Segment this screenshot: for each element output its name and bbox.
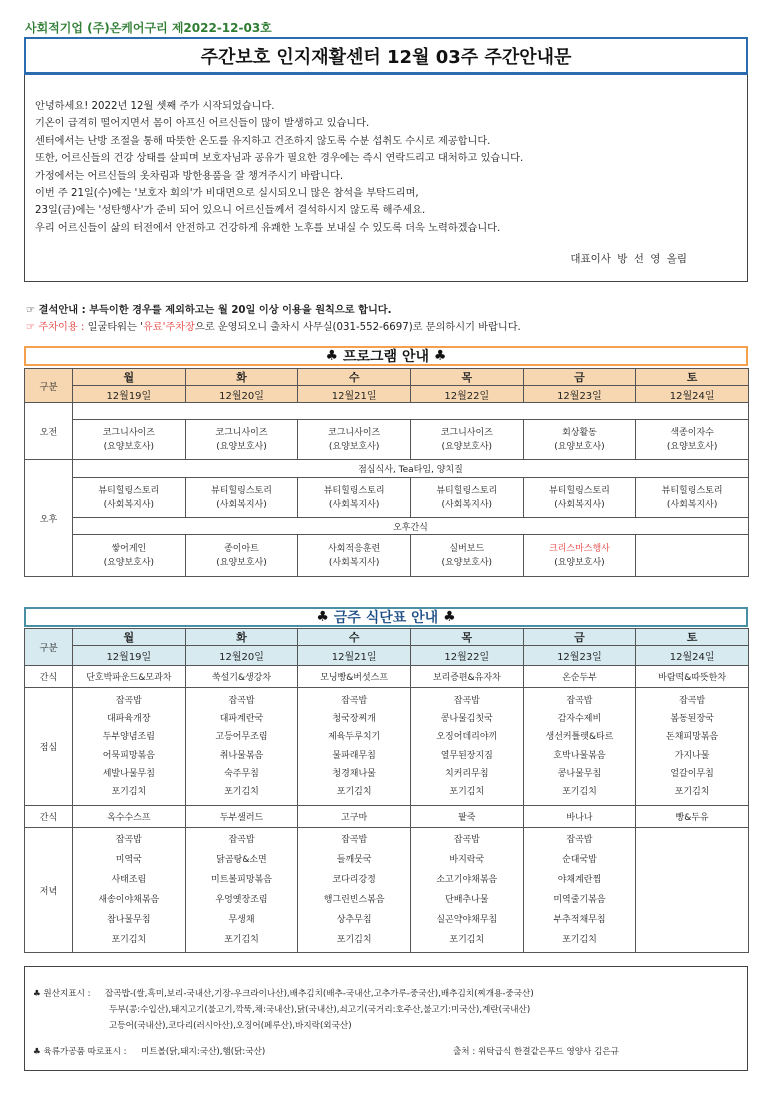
program-day-header: 금 [523, 369, 636, 386]
menu-item: 미역줄기볶음 [553, 895, 606, 905]
activity-name: 종이아트 [224, 543, 259, 554]
activity-name-highlight: 크리스마스행사 [549, 543, 610, 554]
meal-day-header: 화 [185, 629, 298, 646]
dinner-cell [185, 828, 298, 953]
activity-name: 뷰티힐링스토리 [98, 485, 160, 496]
origin-line: 고등어(국내산),코다리(러시아산),오징어(페루산),바지락(외국산) [109, 1021, 352, 1031]
activity-name: 쌓어게인 [111, 543, 147, 554]
program-date-header: 12월19일 [73, 386, 186, 403]
pm-program-cell [73, 478, 186, 518]
empty-cell [636, 828, 749, 953]
menu-item: 제육두루치기 [328, 732, 381, 743]
meal-label-header: 구분 [25, 629, 73, 666]
activity-staff: (요양보호사) [441, 557, 493, 568]
am-label: 오전 [25, 403, 73, 460]
activity-name: 코그니사이즈 [440, 427, 493, 438]
greeting-letter [24, 75, 748, 282]
menu-item: 코다리강정 [332, 875, 376, 885]
letter-line: 가정에서는 어르신들의 옷차림과 방한용품을 잘 챙겨주시기 바랍니다. [35, 170, 344, 182]
menu-item: 잡곡밥 [115, 835, 142, 845]
menu-item: 어묵피망볶음 [102, 750, 155, 761]
activity-staff: (요양보호사) [666, 441, 718, 452]
menu-item: 상추무침 [336, 915, 372, 925]
pm-program-cell [523, 535, 636, 577]
menu-item: 소고기야채볶음 [436, 875, 498, 885]
menu-item: 포기김치 [336, 786, 372, 797]
menu-item: 닭곰탕&소면 [216, 855, 267, 865]
club-icon: ♣ [433, 348, 447, 364]
meal-table [24, 628, 749, 953]
activity-staff: (사회복지사) [666, 499, 718, 510]
menu-item: 바지락국 [449, 855, 485, 865]
activity-staff: (사회복지사) [554, 499, 605, 510]
menu-item: 숙주무침 [224, 768, 259, 779]
letter-line: 센터에서는 난방 조절을 통해 따뜻한 온도를 유지하고 건조하지 않도록 수분 섭취도 수시로 제공합니다. [35, 135, 491, 147]
activity-name: 코그니사이즈 [328, 427, 381, 438]
pm-program-cell [73, 535, 186, 577]
program-day-header: 토 [636, 369, 749, 386]
menu-item: 포기김치 [449, 935, 485, 945]
letter-line: 우리 어르신들이 삶의 터전에서 안전하고 건강하게 유쾌한 노후를 보내실 수 있도록 더욱 노력하겠습니다. [35, 222, 501, 234]
lunch-cell [185, 688, 298, 806]
activity-staff: (사회복지사) [103, 499, 155, 510]
pm-snack-cell: 빵&두유 [636, 806, 749, 828]
letter-line: 23일(금)에는 '성탄행사'가 준비 되어 있으니 어르신들께서 결석하시지 않도록 해주세요. [35, 205, 426, 217]
activity-name: 색종이자수 [670, 427, 714, 438]
activity-name: 실버보드 [449, 543, 485, 554]
pm-snack-cell: 고구마 [298, 806, 411, 828]
lunch-cell [523, 688, 636, 806]
am-snack-cell: 쑥설기&생강차 [185, 666, 298, 688]
activity-name: 사회적응훈련 [328, 543, 381, 554]
am-program-cell [636, 420, 749, 460]
dinner-cell [298, 828, 411, 953]
activity-name: 뷰티힐링스토리 [661, 485, 723, 496]
menu-item: 취나물볶음 [219, 750, 264, 761]
pm-snack-cell: 팥죽 [410, 806, 523, 828]
menu-item: 미역국 [115, 855, 142, 865]
am-program-cell [73, 420, 186, 460]
parking-text-b: 으로 운영되오니 출차시 사무실(031-552-6697)로 문의하시기 바랍니다. [194, 322, 521, 333]
program-title: 프로그램 안내 [342, 349, 430, 365]
program-day-header: 화 [185, 369, 298, 386]
menu-item: 잡곡밥 [566, 695, 593, 706]
program-day-header: 목 [410, 369, 523, 386]
pm-snack-cell: 두부샐러드 [185, 806, 298, 828]
menu-item: 사태조림 [111, 875, 147, 885]
empty-cell [636, 535, 749, 577]
meal-day-header: 토 [636, 629, 749, 646]
meal-date-header: 12월23일 [523, 646, 636, 666]
activity-name: 회상활동 [562, 427, 597, 438]
meal-date-header: 12월20일 [185, 646, 298, 666]
origin-line: 잡곡밥-(쌀,흑미,보리-국내산,기장-우크라이나산),배추김치(배추-국내산,고추가루-중국산),배추김치(찌개용-중국산) [105, 989, 534, 999]
menu-item: 포기김치 [336, 935, 372, 945]
lunch-cell [298, 688, 411, 806]
menu-item: 콩나물무침 [557, 768, 602, 779]
document-number: 사회적기업 (주)온케어구리 제2022-12-03호 [25, 21, 272, 35]
activity-name: 뷰티힐링스토리 [323, 485, 385, 496]
menu-item: 포기김치 [449, 786, 485, 797]
pm-program-cell [636, 478, 749, 518]
footer-box [24, 966, 748, 1071]
pm-label: 오후 [25, 460, 73, 577]
parking-label: ☞ 주차이용 : [26, 322, 85, 333]
menu-item: 우엉옛장조림 [215, 895, 268, 905]
menu-item: 포기김치 [562, 786, 597, 797]
activity-staff: (요양보호사) [216, 557, 267, 568]
menu-item: 참나물무침 [107, 915, 151, 925]
menu-item: 청국장찌개 [332, 714, 376, 725]
letter-line: 또한, 어르신들의 건강 상태를 살피며 보호자님과 공유가 필요한 경우에는 즉시 연락드리고 대처하고 있습니다. [35, 153, 524, 165]
menu-item: 잡곡밥 [341, 835, 368, 845]
menu-item: 잡곡밥 [341, 695, 368, 706]
menu-item: 포기김치 [111, 935, 147, 945]
club-icon: ♣ [325, 348, 339, 364]
program-label-header: 구분 [25, 369, 73, 403]
am-snack-cell: 온순두부 [523, 666, 636, 688]
letter-line: 안녕하세요! 2022년 12월 셋째 주가 시작되었습니다. [35, 101, 275, 112]
menu-item: 순대국밥 [562, 855, 597, 865]
menu-item: 포기김치 [224, 935, 259, 945]
menu-item: 미트볼피망볶음 [211, 875, 272, 885]
meal-date-header: 12월21일 [298, 646, 411, 666]
pm-program-cell [185, 535, 298, 577]
menu-item: 무생채 [228, 915, 255, 925]
menu-item: 잡곡밥 [228, 695, 255, 706]
menu-item: 포기김치 [674, 786, 710, 797]
signature: 대표이사 방 선 영 올림 [570, 253, 687, 265]
am-program-cell [523, 420, 636, 460]
am-snack-cell: 단호박파운드&모과차 [73, 666, 186, 688]
menu-item: 대파계란국 [219, 714, 264, 725]
pm-program-cell [410, 535, 523, 577]
program-date-header: 12월24일 [636, 386, 749, 403]
menu-item: 대파육개장 [107, 714, 151, 725]
source-info: 출처 : 위탁급식 한결같은푸드 영양사 김은규 [453, 1047, 619, 1057]
lunch-cell [636, 688, 749, 806]
title-box [24, 37, 748, 75]
menu-item: 포기김치 [224, 786, 259, 797]
origin-label: ♣ 원산지표시 : [33, 989, 91, 999]
activity-staff: (요양보호사) [328, 441, 380, 452]
club-icon: ♣ [316, 609, 329, 625]
menu-item: 부추적채무침 [553, 915, 606, 925]
processed-label: ♣ 육류가공품 따로표시 : [33, 1047, 127, 1057]
menu-item: 새송이야채볶음 [98, 895, 160, 905]
activity-name: 뷰티힐링스토리 [549, 485, 610, 496]
menu-item: 호박나물볶음 [553, 750, 606, 761]
menu-item: 봄동된장국 [670, 714, 714, 725]
menu-item: 잡곡밥 [453, 695, 480, 706]
pm-program-cell [523, 478, 636, 518]
menu-item: 생선커틀렛&타르 [545, 732, 614, 743]
activity-staff: (사회복지사) [441, 499, 493, 510]
meal-day-header: 수 [298, 629, 411, 646]
menu-item: 잡곡밥 [115, 695, 142, 706]
menu-item: 물파래무침 [332, 750, 376, 761]
menu-item: 포기김치 [562, 935, 597, 945]
menu-item: 세발나물무침 [102, 768, 155, 779]
meal-day-header: 목 [410, 629, 523, 646]
menu-item: 잡곡밥 [228, 835, 255, 845]
menu-item: 콩나물김칫국 [440, 714, 493, 725]
program-date-header: 12월20일 [185, 386, 298, 403]
am-snack-cell: 모닝빵&버섯스프 [298, 666, 411, 688]
snack-label: 간식 [25, 806, 73, 828]
lunch-note: 점심식사, Tea타임, 양치질 [73, 460, 749, 478]
activity-name: 뷰티힐링스토리 [211, 485, 272, 496]
menu-item: 야채계란찜 [557, 875, 602, 885]
pm-snack-cell: 옥수수스프 [73, 806, 186, 828]
meal-title: 금주 식단표 안내 [333, 610, 439, 626]
parking-paid-label: 유료'주차장 [142, 322, 195, 333]
menu-item: 열무된장지짐 [440, 750, 493, 761]
blank-row [73, 403, 749, 420]
menu-item: 들깨뭇국 [336, 855, 372, 865]
lunch-cell [410, 688, 523, 806]
activity-staff: (요양보호사) [441, 441, 493, 452]
menu-item: 단배추나물 [445, 895, 489, 905]
menu-item: 잡곡밥 [566, 835, 593, 845]
absence-notice: ☞ 결석안내 : 부득이한 경우를 제외하고는 월 20일 이상 이용을 원칙으로 합니다. [26, 305, 392, 316]
menu-item: 치커리무침 [445, 768, 489, 779]
am-program-cell [185, 420, 298, 460]
program-day-header: 월 [73, 369, 186, 386]
am-program-cell [410, 420, 523, 460]
activity-staff: (요양보호사) [554, 441, 605, 452]
activity-staff: (사회복지사) [328, 557, 380, 568]
pm-program-cell [410, 478, 523, 518]
snack-label: 간식 [25, 666, 73, 688]
meal-day-header: 금 [523, 629, 636, 646]
notices [26, 302, 521, 336]
activity-name: 코그니사이즈 [215, 427, 268, 438]
menu-item: 포기김치 [111, 786, 147, 797]
menu-item: 얼갈이무침 [670, 768, 714, 779]
dinner-label: 저녁 [25, 828, 73, 953]
am-program-cell [298, 420, 411, 460]
origin-line: 두부(콩:수입산),돼지고기(불고기,깍뚝,채:국내산),닭(국내산),쇠고기(국거리:호주산,불고기:미국산),계란(국내산) [109, 1005, 531, 1015]
program-table [24, 368, 749, 577]
menu-item: 행그린빈스볶음 [323, 895, 385, 905]
menu-item: 두부양념조림 [102, 732, 155, 743]
activity-staff: (요양보호사) [103, 557, 155, 568]
dinner-cell [410, 828, 523, 953]
program-day-header: 수 [298, 369, 411, 386]
menu-item: 실곤약야채무침 [436, 915, 498, 925]
processed-info: 미트볼(닭,돼지:국산),햄(닭:국산) [141, 1047, 266, 1057]
meal-section-title [24, 607, 748, 627]
meal-date-header: 12월22일 [410, 646, 523, 666]
am-snack-cell: 보리증편&유자차 [410, 666, 523, 688]
menu-item: 돈채피망볶음 [666, 732, 719, 743]
activity-staff: (요양보호사) [554, 557, 605, 568]
am-snack-cell: 바람떡&따뜻한차 [636, 666, 749, 688]
menu-item: 잡곡밥 [453, 835, 480, 845]
menu-item: 가지나물 [674, 750, 710, 761]
pm-snack-cell: 바나나 [523, 806, 636, 828]
activity-staff: (사회복지사) [328, 499, 380, 510]
pm-program-cell [298, 535, 411, 577]
menu-item: 고등어무조림 [215, 732, 268, 743]
page-title: 주간보호 인지재활센터 12월 03주 주간안내문 [200, 46, 572, 68]
activity-staff: (요양보호사) [216, 441, 267, 452]
pm-program-cell [298, 478, 411, 518]
pm-program-cell [185, 478, 298, 518]
dinner-cell [523, 828, 636, 953]
letter-line: 이번 주 21일(수)에는 '보호자 회의'가 비대면으로 실시되오니 많은 참석을 부탁드리며, [35, 188, 419, 200]
lunch-cell [73, 688, 186, 806]
menu-item: 청경채나물 [332, 768, 376, 779]
menu-item: 감자수제비 [557, 714, 602, 725]
snack-note: 오후간식 [73, 518, 749, 535]
program-section-title [24, 346, 748, 366]
parking-notice [26, 319, 521, 336]
activity-name: 코그니사이즈 [102, 427, 155, 438]
program-date-header: 12월21일 [298, 386, 411, 403]
activity-staff: (요양보호사) [103, 441, 155, 452]
menu-item: 잡곡밥 [679, 695, 706, 706]
lunch-label: 점심 [25, 688, 73, 806]
menu-item: 오징어데리야끼 [436, 732, 498, 743]
activity-staff: (사회복지사) [216, 499, 267, 510]
letter-line: 기온이 급격히 떨어지면서 몸이 아프신 어르신들이 많이 발생하고 있습니다. [35, 118, 370, 130]
meal-date-header: 12월19일 [73, 646, 186, 666]
club-icon: ♣ [443, 609, 456, 625]
program-date-header: 12월23일 [523, 386, 636, 403]
meal-day-header: 월 [73, 629, 186, 646]
activity-name: 뷰티힐링스토리 [436, 485, 498, 496]
program-date-header: 12월22일 [410, 386, 523, 403]
meal-date-header: 12월24일 [636, 646, 749, 666]
dinner-cell [73, 828, 186, 953]
parking-text-a: 일굴타워는 ' [84, 322, 143, 333]
